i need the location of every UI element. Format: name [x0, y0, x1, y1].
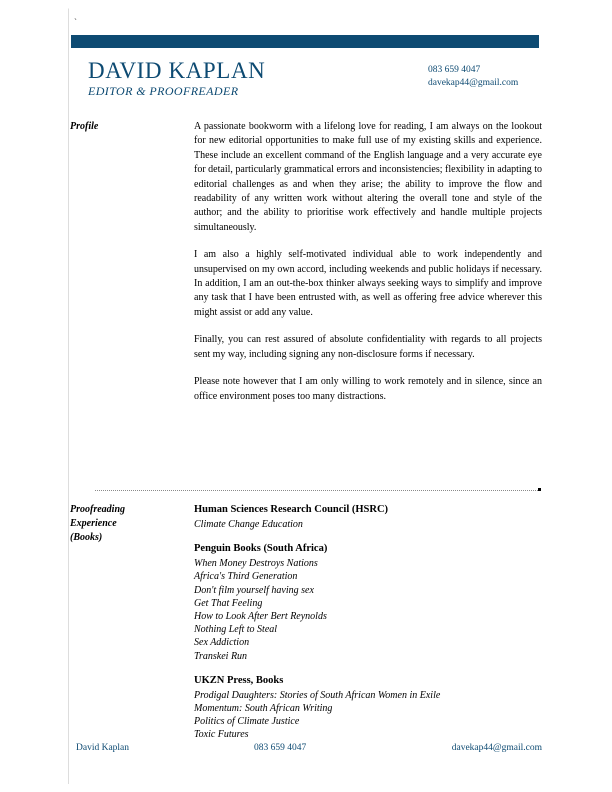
book-title: Don't film yourself having sex	[194, 584, 314, 596]
candidate-name: DAVID KAPLAN	[88, 58, 266, 83]
book-title: Prodigal Daughters: Stories of South African Women in Exile	[194, 689, 441, 701]
book-title: Nothing Left to Steal	[194, 624, 278, 636]
book-title: Get That Feeling	[194, 597, 263, 609]
footer-name: David Kaplan	[76, 743, 130, 753]
candidate-role: EDITOR & PROOFREADER	[88, 84, 239, 98]
book-title: How to Look After Bert Reynolds	[194, 611, 327, 623]
section-divider	[95, 490, 540, 492]
experience-label-line-2: Experience	[70, 518, 117, 529]
header-phone: 083 659 4047	[428, 65, 481, 75]
header-contact-block	[428, 64, 608, 90]
profile-section-body	[194, 120, 542, 404]
experience-section-body	[194, 503, 542, 742]
book-title: When Money Destroys Nations	[194, 558, 318, 570]
experience-label-line-1: Proofreading	[70, 504, 125, 515]
experience-entry	[194, 674, 542, 742]
footer-phone: 083 659 4047	[254, 743, 307, 753]
book-title: Politics of Climate Justice	[194, 716, 300, 728]
experience-section-label	[70, 503, 188, 545]
employer-name: Human Sciences Research Council (HSRC)	[194, 504, 389, 515]
book-title: Toxic Futures	[194, 729, 249, 741]
employer-name: UKZN Press, Books	[194, 674, 284, 686]
profile-section-label: Profile	[70, 121, 99, 132]
name-block	[88, 58, 388, 98]
profile-paragraph: Please note however that I am only willing to work remotely and in silence, since an office environment poses too many distractions.	[194, 376, 542, 402]
stray-tick-mark: `	[74, 17, 77, 27]
header-accent-bar	[71, 35, 539, 48]
book-title: Africa's Third Generation	[194, 571, 298, 583]
book-title: Momentum: South African Writing	[194, 703, 333, 715]
book-title: Sex Addiction	[194, 637, 250, 649]
page-footer	[70, 741, 542, 755]
experience-label-line-3: (Books)	[70, 532, 103, 543]
employer-name: Penguin Books (South Africa)	[194, 543, 328, 555]
section-divider-end-dot	[538, 488, 541, 491]
book-title: Transkei Run	[194, 650, 248, 662]
header-email: davekap44@gmail.com	[428, 78, 519, 88]
footer-email: davekap44@gmail.com	[451, 743, 542, 753]
profile-paragraph: Finally, you can rest assured of absolute confidentiality with regards to all projects sent my way, including signing any non-disclosure forms if necessary.	[194, 334, 542, 360]
profile-paragraph: A passionate bookworm with a lifelong love for reading, I am always on the lookout for new editorial opportunities to make full use of my existing skills and experience. These include an excellent command of the English language and a very accurate eye for detail, particularly grammatical errors and inconsistencies; flexibility in adapting to editorial challenges as and when they arise; the ability to improve the flow and readability of any written work without altering the overall tone and style of the author; and the ability to prioritise work effectively and handle multiple projects simultaneously.	[194, 121, 542, 233]
experience-entry	[194, 542, 542, 663]
experience-entry	[194, 503, 542, 531]
profile-paragraph: I am also a highly self-motivated individual able to work independently and unsupervised on my own accord, including weekends and public holidays if necessary. In addition, I am an out-the-box thinker always seeking ways to simplify and improve any task that I have been entrusted with, as well as offering free advice wherever this might assist or add any value.	[194, 249, 542, 318]
book-title: Climate Change Education	[194, 519, 303, 530]
